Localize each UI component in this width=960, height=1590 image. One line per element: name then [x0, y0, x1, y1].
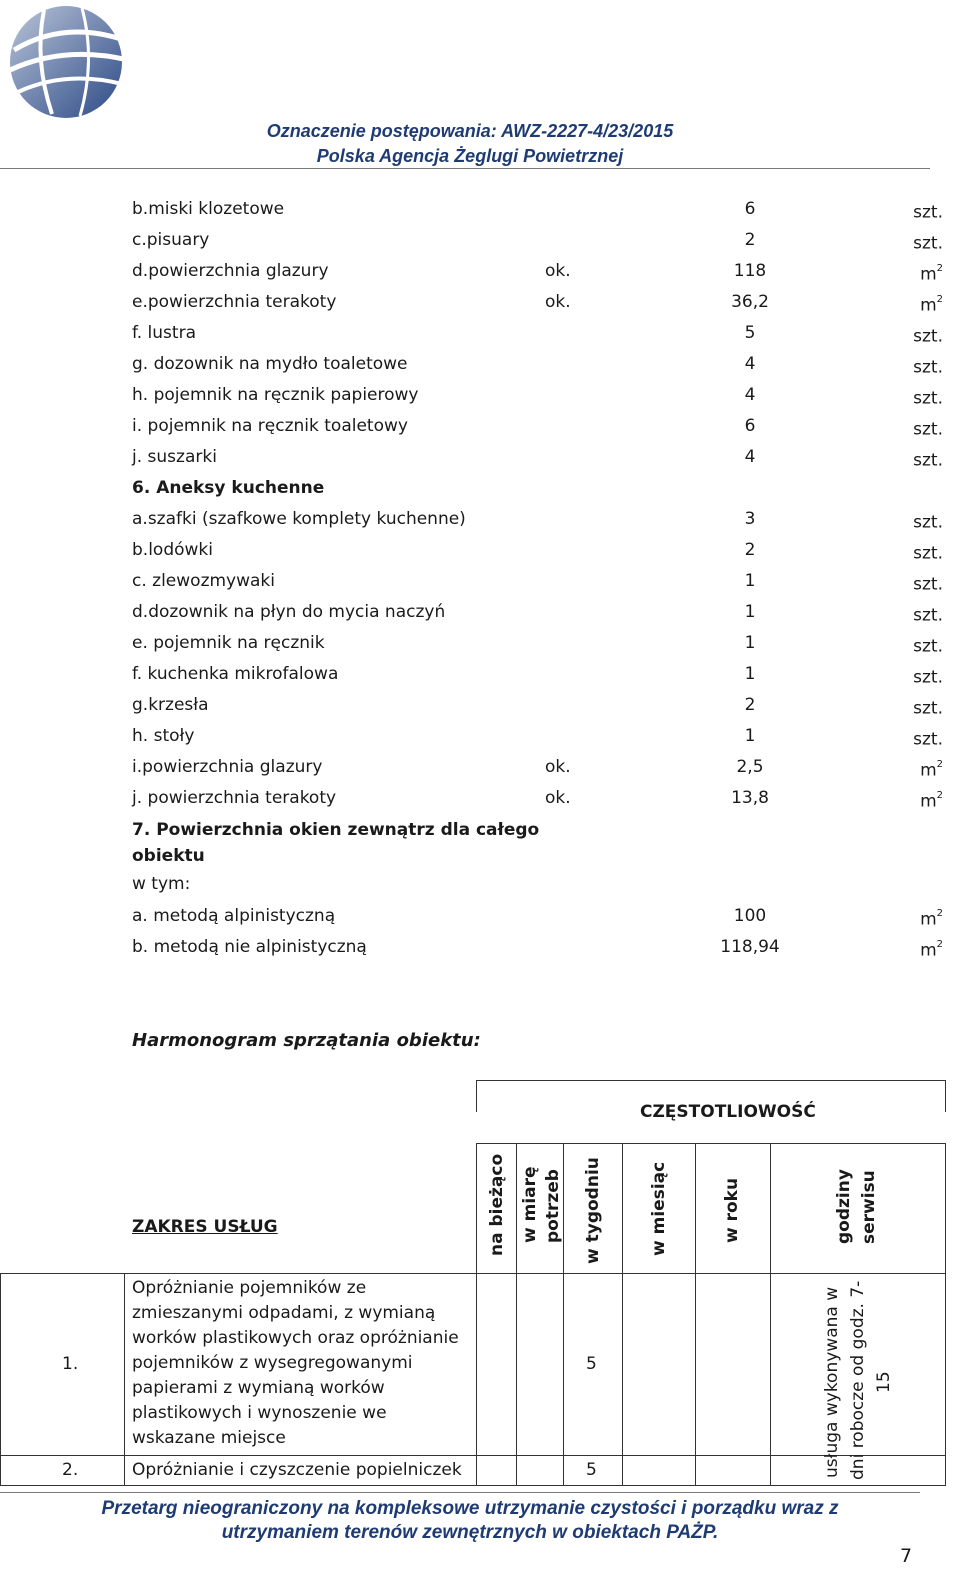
table-top-border — [476, 1080, 946, 1081]
section7-title-line2: obiektu — [132, 846, 205, 866]
section7-subtitle: w tym: — [132, 874, 191, 894]
list-item — [0, 322, 960, 352]
item-label: h. stoły — [132, 726, 195, 746]
item-label: g.krzesła — [132, 695, 209, 715]
item-label: b.lodówki — [132, 540, 213, 560]
table-rule — [0, 1273, 946, 1274]
item-unit: szt. — [913, 574, 943, 595]
company-logo — [4, 0, 138, 120]
item-value: 4 — [744, 447, 756, 467]
item-value: 118,94 — [720, 937, 780, 957]
table-border — [124, 1273, 125, 1486]
list-item — [0, 198, 960, 228]
list-item — [0, 601, 960, 631]
item-label: j. suszarki — [132, 447, 217, 467]
col-header-wmiare-2: potrzeb — [543, 1169, 563, 1243]
row-description: Opróżnianie pojemników ze zmieszanymi odpadami, z wymianą worków plastikowych oraz opróżnianie pojemników z wysegregowanymi papierami z wymianą worków plastikowych i wynoszenie we wskazane miejsce — [132, 1278, 459, 1448]
service-note-line3: 15 — [874, 1371, 894, 1393]
item-unit: szt. — [913, 543, 943, 564]
item-unit: szt. — [913, 326, 943, 347]
item-unit: szt. — [913, 388, 943, 409]
page-number: 7 — [900, 1545, 913, 1567]
agency-name: Polska Agencja Żeglugi Powietrznej — [316, 146, 624, 166]
service-note-line2: dni robocze od godz. 7- — [848, 1280, 868, 1480]
col-header-rok: w roku — [722, 1177, 742, 1243]
item-value: 1 — [744, 726, 756, 746]
list-item — [0, 384, 960, 414]
table-border — [945, 1080, 946, 1112]
list-item — [0, 353, 960, 383]
item-value: 2,5 — [736, 757, 764, 777]
table-border — [770, 1143, 771, 1486]
table-border — [476, 1143, 477, 1486]
item-label: e.powierzchnia terakoty — [132, 292, 337, 312]
item-approx: ok. — [545, 261, 571, 281]
list-item — [0, 694, 960, 724]
table-rule — [0, 1455, 946, 1456]
item-label: d.powierzchnia glazury — [132, 261, 329, 281]
item-value: 4 — [744, 385, 756, 405]
list-item — [0, 787, 960, 817]
list-item — [0, 570, 960, 600]
list-item — [0, 477, 960, 507]
item-unit: szt. — [913, 512, 943, 533]
table-border — [622, 1143, 623, 1486]
table-border — [695, 1143, 696, 1486]
item-label: b.miski klozetowe — [132, 199, 285, 219]
item-approx: ok. — [545, 292, 571, 312]
section7-title-line1: 7. Powierzchnia okien zewnątrz dla całego — [132, 820, 540, 840]
item-unit: szt. — [913, 729, 943, 750]
procedure-id: Oznaczenie postępowania: AWZ-2227-4/23/2015 — [266, 121, 674, 141]
table-border — [945, 1143, 946, 1486]
item-unit: $m^2$ — [920, 759, 943, 781]
item-unit: szt. — [913, 450, 943, 471]
list-item — [0, 415, 960, 445]
row-weekly-count: 5 — [586, 1354, 597, 1374]
item-unit: szt. — [913, 605, 943, 626]
item-value: 4 — [744, 354, 756, 374]
item-label: a. metodą alpinistyczną — [132, 906, 336, 926]
item-value: 100 — [733, 906, 767, 926]
item-value: 1 — [744, 571, 756, 591]
item-unit: $m^2$ — [920, 263, 943, 285]
item-unit: $m^2$ — [920, 908, 943, 930]
item-value: 2 — [744, 540, 756, 560]
list-item — [0, 905, 960, 935]
col-header-tydzien: w tygodniu — [583, 1157, 603, 1264]
footer-line2: utrzymaniem terenów zewnętrznych w obiektach PAŻP. — [221, 1522, 719, 1543]
table-rule — [0, 1485, 946, 1486]
item-label: d.dozownik na płyn do mycia naczyń — [132, 602, 446, 622]
item-unit: $m^2$ — [920, 294, 943, 316]
item-value: 5 — [744, 323, 756, 343]
item-unit: szt. — [913, 357, 943, 378]
item-value: 3 — [744, 509, 756, 529]
footer-rule — [0, 1492, 920, 1493]
schedule-title: Harmonogram sprzątania obiektu: — [132, 1030, 481, 1051]
list-item — [0, 508, 960, 538]
row-description: Opróżnianie i czyszczenie popielniczek — [132, 1460, 462, 1480]
item-label: f. lustra — [132, 323, 196, 343]
row-weekly-count: 5 — [586, 1460, 597, 1480]
list-item — [0, 663, 960, 693]
item-unit: szt. — [913, 636, 943, 657]
item-label: e. pojemnik na ręcznik — [132, 633, 325, 653]
frequency-header: CZĘSTOTLIOWOŚĆ — [640, 1102, 816, 1122]
item-label: c.pisuary — [132, 230, 210, 250]
table-border — [476, 1080, 477, 1112]
item-unit: $m^2$ — [920, 790, 943, 812]
item-value: 6 — [744, 199, 756, 219]
table-rule — [476, 1143, 946, 1144]
col-header-wmiare-1: w miarę — [520, 1166, 540, 1243]
item-label: f. kuchenka mikrofalowa — [132, 664, 339, 684]
item-value: 36,2 — [731, 292, 769, 312]
item-label: i.powierzchnia glazury — [132, 757, 323, 777]
list-item — [0, 229, 960, 259]
col-header-godziny-1: godziny — [834, 1169, 854, 1244]
list-item — [0, 632, 960, 662]
item-label: 6. Aneksy kuchenne — [132, 478, 325, 498]
item-unit: szt. — [913, 419, 943, 440]
row-number: 2. — [62, 1460, 79, 1480]
item-unit: szt. — [913, 233, 943, 254]
col-header-godziny-2: serwisu — [859, 1170, 879, 1244]
item-label: a.szafki (szafkowe komplety kuchenne) — [132, 509, 466, 529]
item-unit: szt. — [913, 667, 943, 688]
item-unit: szt. — [913, 698, 943, 719]
scope-header: ZAKRES USŁUG — [132, 1217, 278, 1237]
item-value: 1 — [744, 602, 756, 622]
row-number: 1. — [62, 1354, 79, 1374]
list-item — [0, 291, 960, 321]
item-unit: szt. — [913, 202, 943, 223]
table-border — [516, 1143, 517, 1486]
list-item — [0, 539, 960, 569]
item-approx: ok. — [545, 757, 571, 777]
item-value: 6 — [744, 416, 756, 436]
list-item — [0, 725, 960, 755]
table-border — [563, 1143, 564, 1486]
item-value: 2 — [744, 230, 756, 250]
table-border — [0, 1273, 1, 1486]
footer-line1: Przetarg nieograniczony na kompleksowe utrzymanie czystości i porządku wraz z — [101, 1498, 839, 1519]
item-value: 118 — [733, 261, 767, 281]
item-value: 2 — [744, 695, 756, 715]
col-header-miesiac: w miesiąc — [649, 1161, 669, 1256]
col-header-biezaco: na bieżąco — [487, 1153, 507, 1256]
list-item — [0, 446, 960, 476]
service-note-line1: usługa wykonywana w — [822, 1286, 842, 1478]
item-label: i. pojemnik na ręcznik toaletowy — [132, 416, 408, 436]
list-item — [0, 756, 960, 786]
item-value: 1 — [744, 664, 756, 684]
item-value: 1 — [744, 633, 756, 653]
item-label: c. zlewozmywaki — [132, 571, 275, 591]
item-label: h. pojemnik na ręcznik papierowy — [132, 385, 419, 405]
item-value: 13,8 — [731, 788, 769, 808]
item-label: b. metodą nie alpinistyczną — [132, 937, 367, 957]
list-item — [0, 936, 960, 966]
list-item — [0, 260, 960, 290]
header-rule — [0, 168, 930, 169]
item-approx: ok. — [545, 788, 571, 808]
item-unit: $m^2$ — [920, 939, 943, 961]
item-label: g. dozownik na mydło toaletowe — [132, 354, 408, 374]
item-label: j. powierzchnia terakoty — [132, 788, 337, 808]
